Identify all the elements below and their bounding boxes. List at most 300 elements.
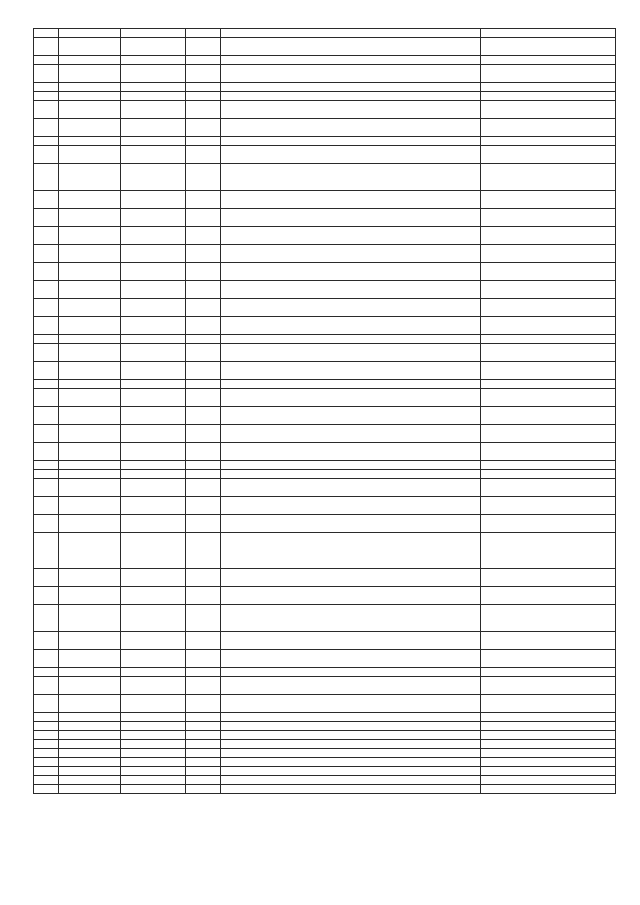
row-blank-cell	[34, 137, 59, 146]
row-amount	[481, 119, 616, 137]
row-blank-cell	[34, 209, 59, 227]
table-row	[34, 407, 616, 425]
row-expense-type	[186, 164, 221, 191]
row-amount	[481, 470, 616, 479]
row-amount	[481, 533, 616, 569]
row-amount	[481, 227, 616, 245]
row-blank-cell	[34, 587, 59, 605]
table-row	[34, 479, 616, 497]
row-amount	[481, 695, 616, 713]
row-expense-type	[186, 209, 221, 227]
row-amount	[481, 668, 616, 677]
table-row	[34, 713, 616, 722]
row-target-code	[121, 191, 186, 209]
row-item-name	[221, 92, 481, 101]
row-expense-type	[186, 461, 221, 470]
budget-table	[33, 28, 616, 794]
row-expense-type	[186, 281, 221, 299]
row-section-code	[59, 515, 121, 533]
row-section-code	[59, 344, 121, 362]
row-expense-type	[186, 245, 221, 263]
row-item-name	[221, 605, 481, 632]
table-row	[34, 668, 616, 677]
row-expense-type	[186, 650, 221, 668]
row-item-name	[221, 776, 481, 785]
row-item-name	[221, 515, 481, 533]
table-row	[34, 461, 616, 470]
row-blank-cell	[34, 92, 59, 101]
row-section-code	[59, 92, 121, 101]
row-amount	[481, 425, 616, 443]
row-item-name	[221, 650, 481, 668]
row-blank-cell	[34, 722, 59, 731]
table-row	[34, 38, 616, 56]
row-expense-type	[186, 380, 221, 389]
table-row	[34, 776, 616, 785]
row-amount	[481, 362, 616, 380]
row-expense-type	[186, 587, 221, 605]
row-item-name	[221, 470, 481, 479]
row-target-code	[121, 335, 186, 344]
table-row	[34, 605, 616, 632]
row-blank-cell	[34, 767, 59, 776]
row-target-code	[121, 65, 186, 83]
row-amount	[481, 740, 616, 749]
row-target-code	[121, 380, 186, 389]
row-expense-type	[186, 776, 221, 785]
row-blank-cell	[34, 164, 59, 191]
table-row	[34, 533, 616, 569]
row-blank-cell	[34, 515, 59, 533]
table-row	[34, 722, 616, 731]
column-header-2	[59, 29, 121, 38]
row-target-code	[121, 137, 186, 146]
row-blank-cell	[34, 245, 59, 263]
row-item-name	[221, 299, 481, 317]
row-section-code	[59, 407, 121, 425]
row-section-code	[59, 758, 121, 767]
row-expense-type	[186, 191, 221, 209]
row-amount	[481, 767, 616, 776]
row-section-code	[59, 83, 121, 92]
row-section-code	[59, 209, 121, 227]
table-row	[34, 470, 616, 479]
row-section-code	[59, 263, 121, 281]
row-target-code	[121, 632, 186, 650]
row-target-code	[121, 569, 186, 587]
table-header-row	[34, 29, 616, 38]
row-amount	[481, 101, 616, 119]
row-blank-cell	[34, 470, 59, 479]
row-item-name	[221, 632, 481, 650]
row-target-code	[121, 344, 186, 362]
row-section-code	[59, 317, 121, 335]
row-blank-cell	[34, 425, 59, 443]
row-expense-type	[186, 749, 221, 758]
row-amount	[481, 38, 616, 56]
row-target-code	[121, 650, 186, 668]
row-expense-type	[186, 56, 221, 65]
row-section-code	[59, 425, 121, 443]
row-section-code	[59, 281, 121, 299]
row-amount	[481, 587, 616, 605]
row-item-name	[221, 722, 481, 731]
row-amount	[481, 479, 616, 497]
row-target-code	[121, 668, 186, 677]
row-target-code	[121, 776, 186, 785]
row-section-code	[59, 695, 121, 713]
row-item-name	[221, 263, 481, 281]
row-item-name	[221, 569, 481, 587]
row-expense-type	[186, 731, 221, 740]
row-expense-type	[186, 668, 221, 677]
row-amount	[481, 83, 616, 92]
table-row	[34, 245, 616, 263]
row-amount	[481, 389, 616, 407]
row-item-name	[221, 389, 481, 407]
table-row	[34, 146, 616, 164]
row-target-code	[121, 479, 186, 497]
row-section-code	[59, 65, 121, 83]
row-target-code	[121, 470, 186, 479]
row-section-code	[59, 38, 121, 56]
table-row	[34, 281, 616, 299]
row-section-code	[59, 470, 121, 479]
row-item-name	[221, 758, 481, 767]
table-row	[34, 92, 616, 101]
row-target-code	[121, 605, 186, 632]
row-target-code	[121, 56, 186, 65]
row-expense-type	[186, 92, 221, 101]
row-blank-cell	[34, 479, 59, 497]
row-blank-cell	[34, 362, 59, 380]
row-item-name	[221, 785, 481, 794]
table-row	[34, 677, 616, 695]
row-expense-type	[186, 758, 221, 767]
row-amount	[481, 299, 616, 317]
row-item-name	[221, 380, 481, 389]
row-expense-type	[186, 605, 221, 632]
table-row	[34, 758, 616, 767]
row-section-code	[59, 767, 121, 776]
row-blank-cell	[34, 380, 59, 389]
row-item-name	[221, 749, 481, 758]
row-target-code	[121, 362, 186, 380]
row-section-code	[59, 713, 121, 722]
row-target-code	[121, 164, 186, 191]
row-item-name	[221, 209, 481, 227]
row-target-code	[121, 497, 186, 515]
row-expense-type	[186, 119, 221, 137]
row-expense-type	[186, 389, 221, 407]
row-expense-type	[186, 677, 221, 695]
row-amount	[481, 749, 616, 758]
row-item-name	[221, 407, 481, 425]
row-amount	[481, 209, 616, 227]
row-expense-type	[186, 227, 221, 245]
row-section-code	[59, 749, 121, 758]
row-target-code	[121, 263, 186, 281]
row-blank-cell	[34, 263, 59, 281]
table-row	[34, 191, 616, 209]
row-expense-type	[186, 533, 221, 569]
table-row	[34, 515, 616, 533]
row-section-code	[59, 785, 121, 794]
row-target-code	[121, 92, 186, 101]
row-expense-type	[186, 146, 221, 164]
row-item-name	[221, 668, 481, 677]
row-amount	[481, 758, 616, 767]
row-target-code	[121, 749, 186, 758]
row-blank-cell	[34, 677, 59, 695]
row-expense-type	[186, 740, 221, 749]
row-target-code	[121, 695, 186, 713]
row-expense-type	[186, 65, 221, 83]
row-expense-type	[186, 317, 221, 335]
table-row	[34, 362, 616, 380]
row-item-name	[221, 146, 481, 164]
row-item-name	[221, 713, 481, 722]
row-target-code	[121, 515, 186, 533]
row-target-code	[121, 245, 186, 263]
row-section-code	[59, 533, 121, 569]
row-target-code	[121, 713, 186, 722]
row-section-code	[59, 668, 121, 677]
row-target-code	[121, 317, 186, 335]
row-blank-cell	[34, 389, 59, 407]
table-row	[34, 497, 616, 515]
row-amount	[481, 245, 616, 263]
row-blank-cell	[34, 605, 59, 632]
row-section-code	[59, 335, 121, 344]
row-section-code	[59, 632, 121, 650]
table-row	[34, 569, 616, 587]
table-row	[34, 164, 616, 191]
row-expense-type	[186, 443, 221, 461]
row-item-name	[221, 587, 481, 605]
table-row	[34, 785, 616, 794]
row-amount	[481, 605, 616, 632]
row-item-name	[221, 227, 481, 245]
row-item-name	[221, 245, 481, 263]
row-item-name	[221, 164, 481, 191]
table-row	[34, 56, 616, 65]
row-section-code	[59, 776, 121, 785]
row-blank-cell	[34, 83, 59, 92]
row-item-name	[221, 38, 481, 56]
row-section-code	[59, 299, 121, 317]
row-section-code	[59, 362, 121, 380]
row-section-code	[59, 380, 121, 389]
row-blank-cell	[34, 101, 59, 119]
row-amount	[481, 92, 616, 101]
column-header-3	[121, 29, 186, 38]
row-expense-type	[186, 362, 221, 380]
row-expense-type	[186, 515, 221, 533]
row-amount	[481, 461, 616, 470]
row-amount	[481, 776, 616, 785]
row-blank-cell	[34, 785, 59, 794]
row-amount	[481, 335, 616, 344]
row-item-name	[221, 767, 481, 776]
table-row	[34, 299, 616, 317]
row-item-name	[221, 362, 481, 380]
row-expense-type	[186, 83, 221, 92]
row-amount	[481, 56, 616, 65]
row-target-code	[121, 533, 186, 569]
row-expense-type	[186, 497, 221, 515]
column-header-4	[186, 29, 221, 38]
table-row	[34, 83, 616, 92]
row-blank-cell	[34, 758, 59, 767]
row-amount	[481, 191, 616, 209]
row-amount	[481, 632, 616, 650]
table-row	[34, 731, 616, 740]
row-blank-cell	[34, 731, 59, 740]
row-blank-cell	[34, 443, 59, 461]
row-expense-type	[186, 344, 221, 362]
row-amount	[481, 515, 616, 533]
row-section-code	[59, 119, 121, 137]
row-section-code	[59, 605, 121, 632]
row-amount	[481, 677, 616, 695]
row-item-name	[221, 101, 481, 119]
row-section-code	[59, 101, 121, 119]
row-section-code	[59, 677, 121, 695]
row-blank-cell	[34, 749, 59, 758]
row-target-code	[121, 425, 186, 443]
table-row	[34, 389, 616, 407]
row-amount	[481, 380, 616, 389]
row-section-code	[59, 740, 121, 749]
row-amount	[481, 497, 616, 515]
row-section-code	[59, 137, 121, 146]
row-amount	[481, 785, 616, 794]
row-blank-cell	[34, 65, 59, 83]
row-target-code	[121, 677, 186, 695]
row-blank-cell	[34, 407, 59, 425]
row-blank-cell	[34, 668, 59, 677]
row-amount	[481, 65, 616, 83]
row-expense-type	[186, 722, 221, 731]
row-expense-type	[186, 263, 221, 281]
row-item-name	[221, 56, 481, 65]
row-target-code	[121, 740, 186, 749]
row-section-code	[59, 443, 121, 461]
row-expense-type	[186, 785, 221, 794]
row-expense-type	[186, 38, 221, 56]
row-blank-cell	[34, 776, 59, 785]
table-row	[34, 317, 616, 335]
table-row	[34, 587, 616, 605]
row-item-name	[221, 119, 481, 137]
row-amount	[481, 146, 616, 164]
row-section-code	[59, 227, 121, 245]
row-section-code	[59, 722, 121, 731]
row-item-name	[221, 740, 481, 749]
row-expense-type	[186, 695, 221, 713]
row-target-code	[121, 767, 186, 776]
row-amount	[481, 281, 616, 299]
row-item-name	[221, 137, 481, 146]
row-item-name	[221, 281, 481, 299]
row-expense-type	[186, 479, 221, 497]
table-row	[34, 227, 616, 245]
row-item-name	[221, 83, 481, 92]
row-blank-cell	[34, 713, 59, 722]
row-item-name	[221, 344, 481, 362]
row-target-code	[121, 407, 186, 425]
row-item-name	[221, 335, 481, 344]
row-expense-type	[186, 632, 221, 650]
row-item-name	[221, 461, 481, 470]
row-section-code	[59, 569, 121, 587]
row-amount	[481, 317, 616, 335]
row-section-code	[59, 164, 121, 191]
row-section-code	[59, 587, 121, 605]
row-amount	[481, 263, 616, 281]
row-item-name	[221, 497, 481, 515]
row-blank-cell	[34, 344, 59, 362]
row-amount	[481, 443, 616, 461]
row-blank-cell	[34, 533, 59, 569]
row-amount	[481, 407, 616, 425]
row-target-code	[121, 146, 186, 164]
row-item-name	[221, 65, 481, 83]
row-target-code	[121, 722, 186, 731]
table-row	[34, 380, 616, 389]
row-section-code	[59, 56, 121, 65]
row-blank-cell	[34, 335, 59, 344]
row-target-code	[121, 389, 186, 407]
row-expense-type	[186, 425, 221, 443]
column-header-1	[34, 29, 59, 38]
row-target-code	[121, 443, 186, 461]
table-row	[34, 443, 616, 461]
row-expense-type	[186, 569, 221, 587]
row-item-name	[221, 695, 481, 713]
table-row	[34, 137, 616, 146]
row-blank-cell	[34, 569, 59, 587]
row-amount	[481, 650, 616, 668]
row-target-code	[121, 461, 186, 470]
row-target-code	[121, 227, 186, 245]
row-item-name	[221, 731, 481, 740]
row-expense-type	[186, 767, 221, 776]
row-target-code	[121, 101, 186, 119]
table-row	[34, 101, 616, 119]
table-row	[34, 65, 616, 83]
row-target-code	[121, 119, 186, 137]
row-expense-type	[186, 299, 221, 317]
row-section-code	[59, 245, 121, 263]
row-target-code	[121, 83, 186, 92]
row-blank-cell	[34, 497, 59, 515]
row-amount	[481, 164, 616, 191]
row-blank-cell	[34, 650, 59, 668]
row-section-code	[59, 731, 121, 740]
row-expense-type	[186, 137, 221, 146]
row-blank-cell	[34, 281, 59, 299]
row-target-code	[121, 785, 186, 794]
row-target-code	[121, 587, 186, 605]
row-section-code	[59, 191, 121, 209]
table-row	[34, 209, 616, 227]
row-item-name	[221, 533, 481, 569]
table-row	[34, 119, 616, 137]
row-blank-cell	[34, 38, 59, 56]
table-row	[34, 749, 616, 758]
